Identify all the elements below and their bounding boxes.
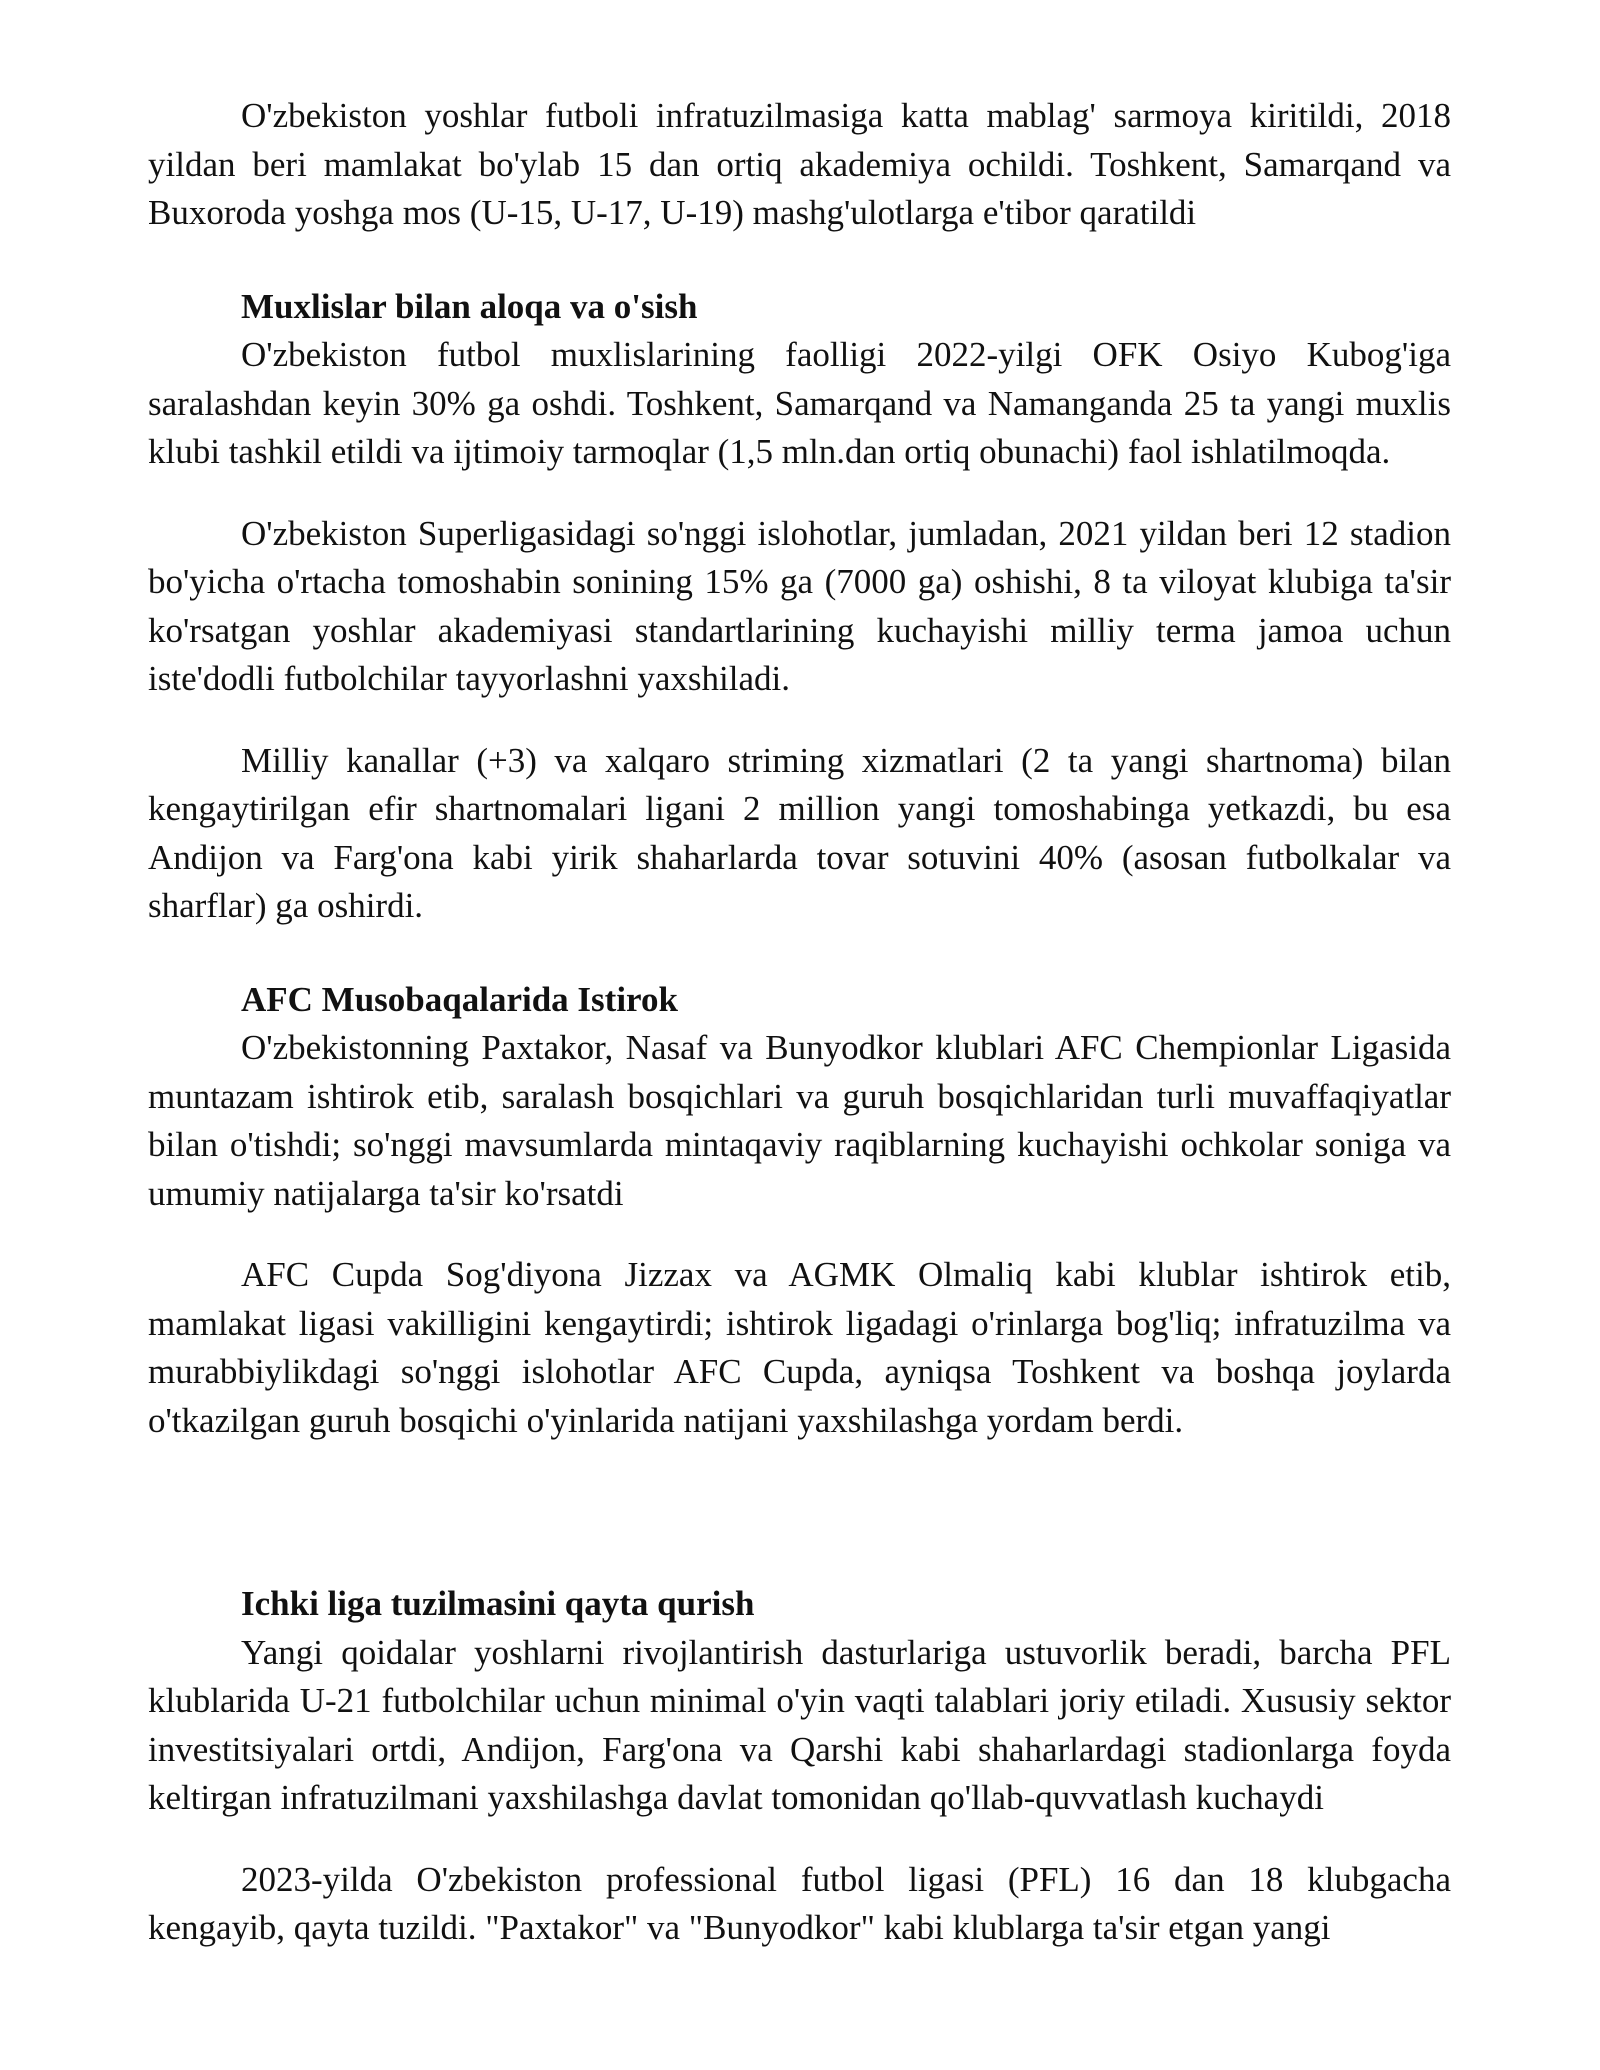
heading-league-restructuring: Ichki liga tuzilmasini qayta qurish (241, 1584, 755, 1623)
paragraph-afc-cup: AFC Cupda Sog'diyona Jizzax va AGMK Olmaliq kabi klublar ishtirok etib, mamlakat ligasi vakilligini kengaytirdi; ishtirok ligadagi o'rinlarga bog'liq; infratuzilma va murabbiylikdagi so'nggi islohotlar AFC Cupda, ayniqsa Toshkent va boshqa joylarda o'tkazilgan guruh bosqichi o'yinlarida natijani yaxshilashga yordam berdi. (148, 1255, 1451, 1440)
paragraph-afc-champions-league: O'zbekistonning Paxtakor, Nasaf va Bunyodkor klublari AFC Chempionlar Ligasida muntazam ishtirok etib, saralash bosqichlari va guruh bosqichlaridan turli muvaffaqiyatlar bilan o'tishdi; so'nggi mavsumlarda mintaqaviy raqiblarning kuchayishi ochkolar soniga va umumiy natijalarga ta'sir ko'rsatdi (148, 1028, 1451, 1213)
paragraph-broadcast-deals: Milliy kanallar (+3) va xalqaro striming xizmatlari (2 ta yangi shartnoma) bilan kengaytirilgan efir shartnomalari ligani 2 million yangi tomoshabinga yetkazdi, bu esa Andijon va Farg'ona kabi yirik shaharlarda tovar sotuvini 40% (asosan futbolkalar va sharflar) ga oshirdi. (148, 740, 1451, 925)
paragraph-youth-infrastructure: O'zbekiston yoshlar futboli infratuzilmasiga katta mablag' sarmoya kiritildi, 2018 yildan beri mamlakat bo'ylab 15 dan ortiq akademiya ochildi. Toshkent, Samarqand va Buxoroda yoshga mos (U-15, U-17, U-19) mashg'ulotlarga e'tibor qaratildi (148, 96, 1451, 232)
document-body (148, 92, 1451, 1953)
paragraph-fan-activity: O'zbekiston futbol muxlislarining faolligi 2022-yilgi OFK Osiyo Kubog'iga saralashdan keyin 30% ga oshdi. Toshkent, Samarqand va Namanganda 25 ta yangi muxlis klubi tashkil etildi va ijtimoiy tarmoqlar (1,5 mln.dan ortiq obunachi) faol ishlatilmoqda. (148, 335, 1451, 471)
paragraph-pfl-expansion: 2023-yilda O'zbekiston professional futbol ligasi (PFL) 16 dan 18 klubgacha kengayib, qayta tuzildi. "Paxtakor" va "Bunyodkor" kabi klublarga ta'sir etgan yangi (148, 1859, 1451, 1947)
paragraph-new-rules: Yangi qoidalar yoshlarni rivojlantirish dasturlariga ustuvorlik beradi, barcha PFL klublarida U-21 futbolchilar uchun minimal o'yin vaqti talablari joriy etiladi. Xususiy sektor investitsiyalari ortdi, Andijon, Farg'ona va Qarshi kabi shaharlardagi stadionlarga foyda keltirgan infratuzilmani yaxshilashga davlat tomonidan qo'llab-quvvatlash kuchaydi (148, 1632, 1451, 1817)
heading-fan-engagement: Muxlislar bilan aloqa va o'sish (241, 286, 698, 326)
heading-afc-participation: AFC Musobaqalarida Istirok (241, 979, 678, 1019)
paragraph-superleague-reforms: O'zbekiston Superligasidagi so'nggi islohotlar, jumladan, 2021 yildan beri 12 stadion bo'yicha o'rtacha tomoshabin sonining 15% ga (7000 ga) oshishi, 8 ta viloyat klubiga ta'sir ko'rsatgan yoshlar akademiyasi standartlarining kuchayishi milliy terma jamoa uchun iste'dodli futbolchilar tayyorlashni yaxshiladi. (148, 513, 1451, 698)
